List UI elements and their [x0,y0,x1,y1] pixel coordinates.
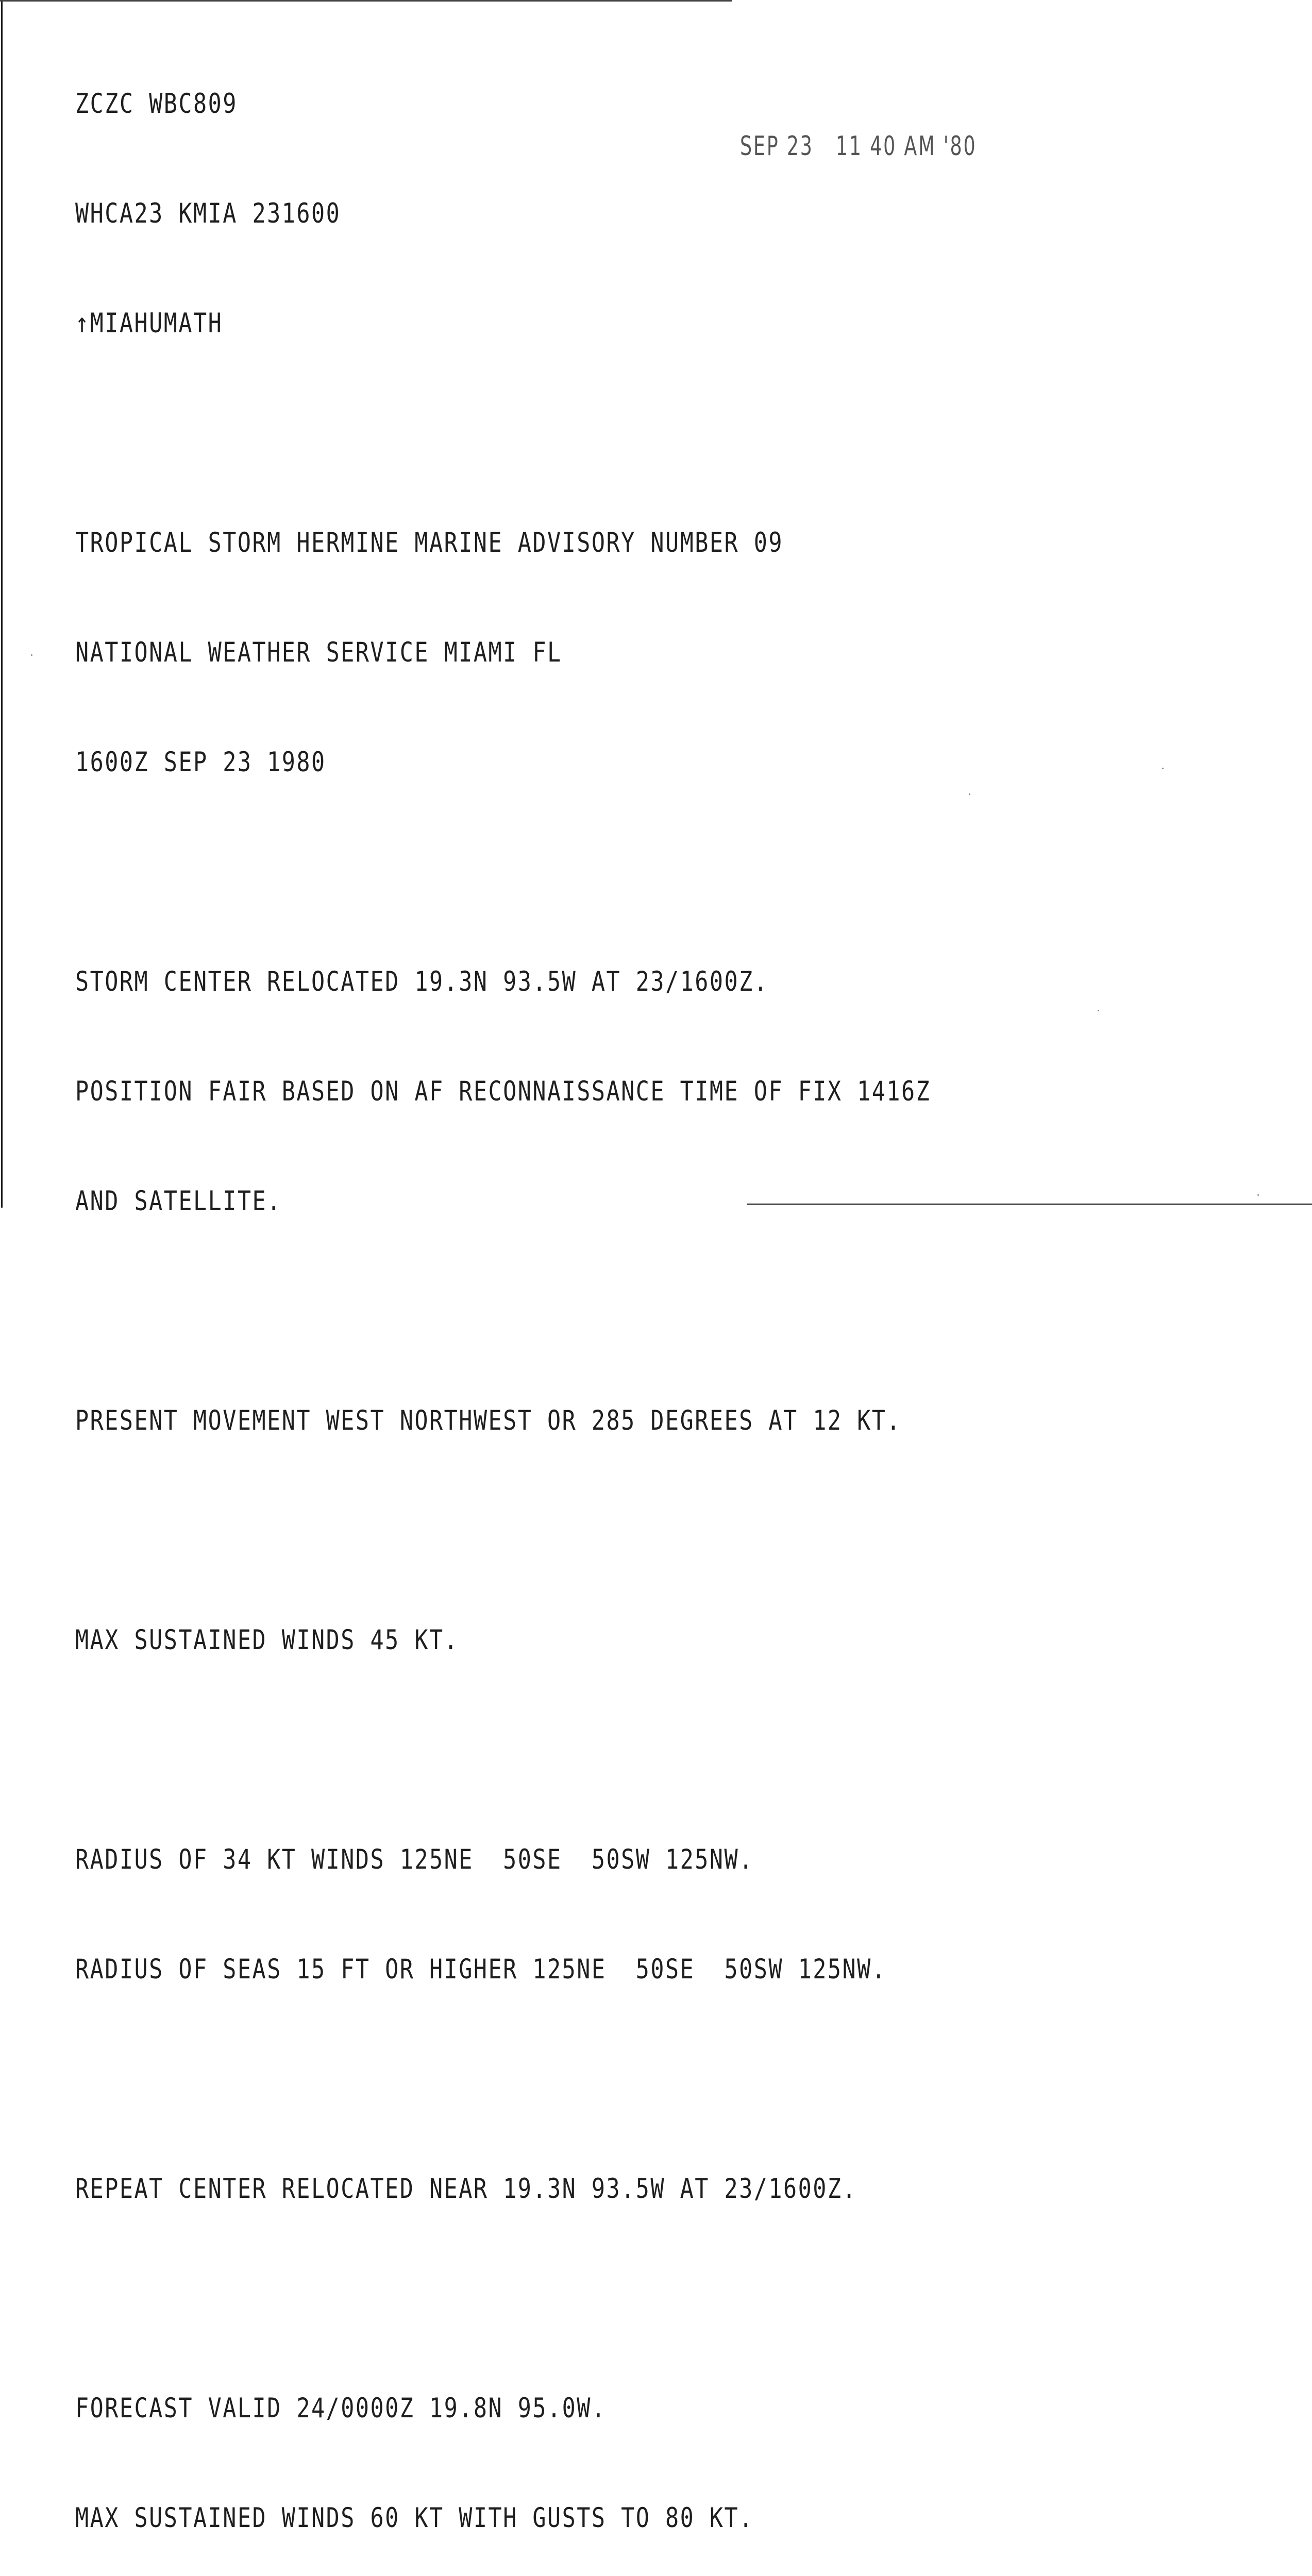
repeat-center-line: REPEAT CENTER RELOCATED NEAR 19.3N 93.5W AT 23/1600Z. [75,2173,857,2205]
top-edge-rule [0,0,732,2]
center-line-1: STORM CENTER RELOCATED 19.3N 93.5W AT 23/1600Z. [75,966,769,997]
movement-line: PRESENT MOVEMENT WEST NORTHWEST OR 285 DEGREES AT 12 KT. [75,1405,902,1436]
advisory-text [75,12,931,2576]
center-line-3: AND SATELLITE. [75,1185,282,1217]
advisory-title: TROPICAL STORM HERMINE MARINE ADVISORY NUMBER 09 [75,527,784,558]
max-winds-line: MAX SUSTAINED WINDS 45 KT. [75,1624,459,1656]
issuing-office: NATIONAL WEATHER SERVICE MIAMI FL [75,637,562,668]
radius-winds-line: RADIUS OF 34 KT WINDS 125NE 50SE 50SW 125NW. [75,1844,754,1875]
center-line-2: POSITION FAIR BASED ON AF RECONNAISSANCE TIME OF FIX 1416Z [75,1076,931,1107]
paper-speck [31,654,32,656]
paper-speck [1257,1194,1259,1196]
header-line-1: ZCZC WBC809 [75,88,238,120]
radius-seas-line: RADIUS OF SEAS 15 FT OR HIGHER 125NE 50SE 50SW 125NW. [75,1954,887,1985]
received-time-stamp: SEP 23 11 40 AM '80 [740,131,977,162]
issue-time: 1600Z SEP 23 1980 [75,747,326,778]
paper-speck [1162,768,1164,769]
forecast1-winds-line: MAX SUSTAINED WINDS 60 KT WITH GUSTS TO 80 KT. [75,2502,754,2534]
forecast1-valid-line: FORECAST VALID 24/0000Z 19.8N 95.0W. [75,2393,607,2424]
left-edge-rule [1,0,3,1208]
paper-speck [1098,1010,1099,1011]
header-line-2: WHCA23 KMIA 231600 [75,198,341,229]
header-line-3: ↑MIAHUMATH [75,308,223,339]
paper-speck [969,793,970,795]
